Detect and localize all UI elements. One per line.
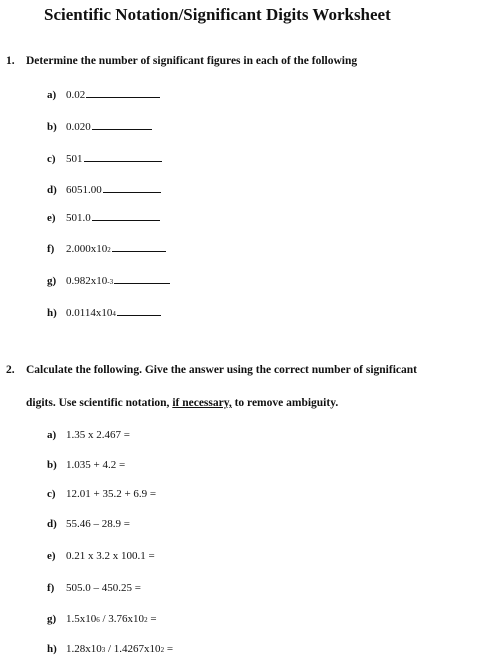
- answer-blank[interactable]: [86, 88, 160, 98]
- answer-blank[interactable]: [92, 211, 160, 221]
- item-value: 0.0114x10: [66, 307, 113, 319]
- answer-blank[interactable]: [112, 242, 166, 252]
- item-value: 501: [66, 153, 83, 165]
- expression-part: 1.28x10: [66, 643, 102, 655]
- answer-blank[interactable]: [114, 274, 170, 284]
- item-label: b): [47, 459, 57, 471]
- q2-item-f: [47, 582, 141, 594]
- item-value: 2.000x10: [66, 243, 108, 255]
- question-1-heading: [6, 55, 357, 67]
- item-value: 6051.00: [66, 184, 102, 196]
- item-expression: 1.35 x 2.467 =: [66, 429, 130, 441]
- item-expression: 0.21 x 3.2 x 100.1 =: [66, 550, 155, 562]
- underlined-phrase: if necessary,: [172, 397, 232, 409]
- expression-part: 1.5x10: [66, 613, 97, 625]
- item-label: h): [47, 307, 57, 319]
- answer-blank[interactable]: [92, 120, 152, 130]
- q2-item-c: [47, 488, 156, 500]
- item-value: 0.020: [66, 121, 91, 133]
- q1-item-d: [47, 183, 161, 196]
- answer-blank[interactable]: [84, 152, 162, 162]
- worksheet-title: Scientific Notation/Significant Digits Worksheet: [44, 5, 391, 24]
- item-value: 501.0: [66, 212, 91, 224]
- item-label: g): [47, 613, 57, 625]
- q1-item-e: [47, 211, 160, 224]
- question-number: 1.: [6, 55, 15, 67]
- question-2-heading: [6, 364, 417, 376]
- q2-item-b: [47, 459, 125, 471]
- q2-item-a: [47, 429, 130, 441]
- q1-item-c: [47, 152, 162, 165]
- expression-part: =: [164, 643, 174, 655]
- item-expression: 505.0 – 450.25 =: [66, 582, 141, 594]
- item-expression: 55.46 – 28.9 =: [66, 518, 130, 530]
- question-text: Calculate the following. Give the answer using the correct number of significant: [26, 364, 417, 376]
- item-value: 0.02: [66, 89, 86, 101]
- item-label: d): [47, 184, 57, 196]
- item-value: 0.982x10: [66, 275, 108, 287]
- q2-item-g: g) 1.5x10 6 / 3.76x10 2 =: [47, 613, 157, 625]
- item-label: e): [47, 212, 56, 224]
- question-text: Determine the number of significant figures in each of the following: [26, 55, 358, 67]
- question-2-continuation: [26, 397, 338, 409]
- item-label: e): [47, 550, 56, 562]
- item-label: a): [47, 429, 57, 441]
- q1-item-f: f) 2.000x10 2: [47, 242, 166, 255]
- item-expression: 1.035 + 4.2 =: [66, 459, 126, 471]
- item-expression: 12.01 + 35.2 + 6.9 =: [66, 488, 157, 500]
- expression-part: / 1.4267x10: [105, 643, 161, 655]
- item-label: g): [47, 275, 57, 287]
- expression-part: =: [147, 613, 157, 625]
- q1-item-h: h) 0.0114x10 4: [47, 306, 161, 319]
- continuation-text-end: to remove ambiguity.: [231, 397, 339, 409]
- item-label: c): [47, 153, 56, 165]
- q2-item-h: h) 1.28x10 3 / 1.4267x10 2 =: [47, 643, 174, 655]
- item-label: a): [47, 89, 57, 101]
- question-number: 2.: [6, 364, 15, 376]
- continuation-text: digits. Use scientific notation,: [26, 397, 173, 409]
- q2-item-d: [47, 518, 130, 530]
- item-label: h): [47, 643, 57, 655]
- q1-item-b: [47, 120, 152, 133]
- item-label: b): [47, 121, 57, 133]
- item-label: f): [47, 582, 55, 594]
- q1-item-a: [47, 88, 160, 101]
- answer-blank[interactable]: [103, 183, 161, 193]
- q1-item-g: g) 0.982x10 -3: [47, 274, 170, 287]
- item-label: d): [47, 518, 57, 530]
- answer-blank[interactable]: [117, 306, 161, 316]
- item-label: f): [47, 243, 55, 255]
- item-label: c): [47, 488, 56, 500]
- q2-item-e: [47, 550, 155, 562]
- expression-part: / 3.76x10: [99, 613, 145, 625]
